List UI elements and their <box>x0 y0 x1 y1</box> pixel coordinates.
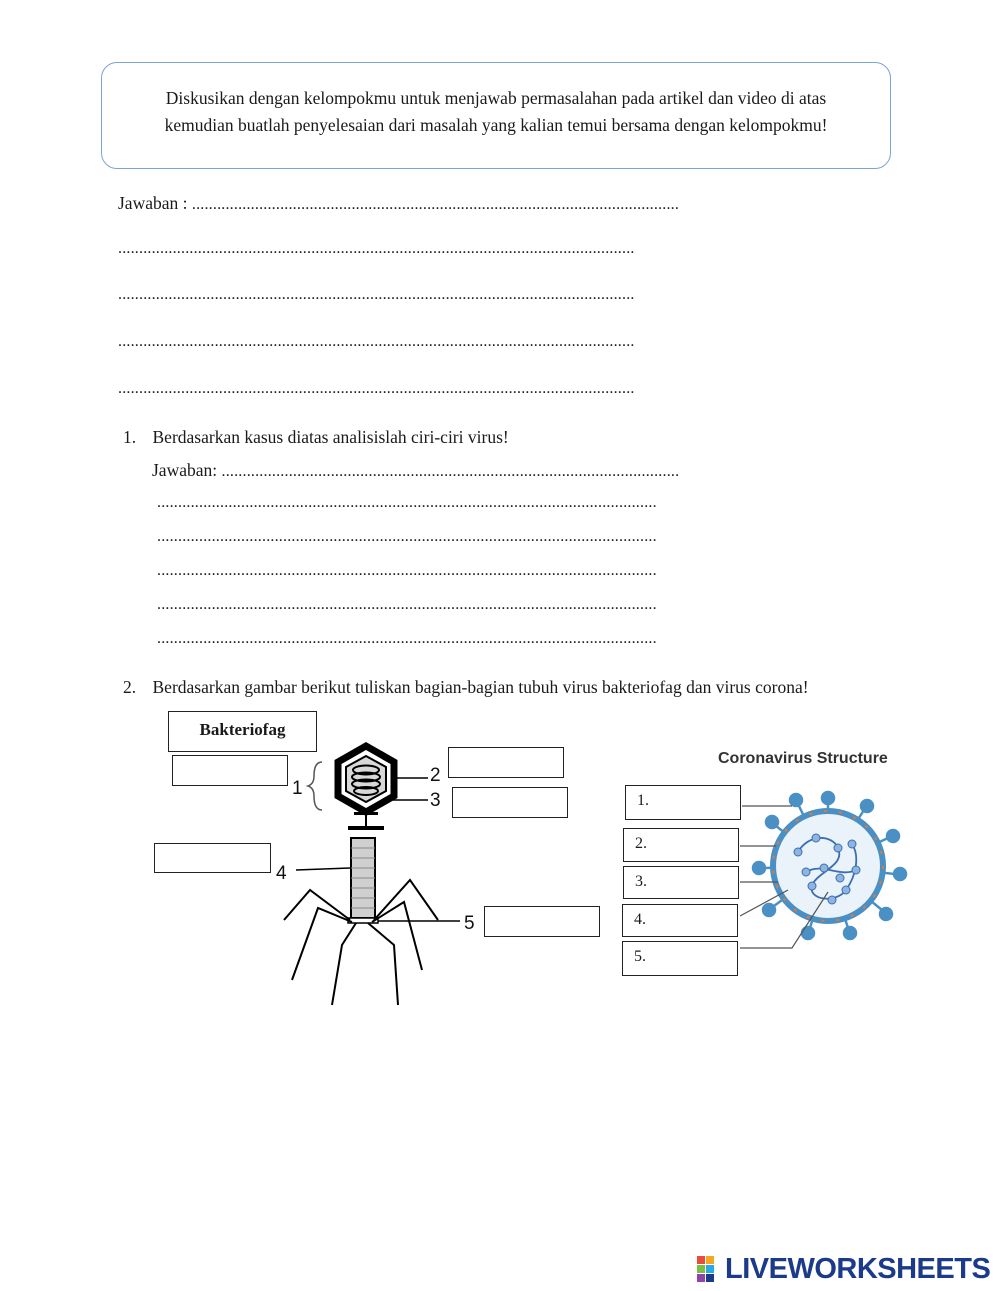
question-1-answer-fill[interactable]: ............................................................................................................. <box>221 463 680 480</box>
question-1-line[interactable]: ....................................................................................................................... <box>157 596 657 613</box>
phage-answer-box-2[interactable] <box>448 747 564 778</box>
question-2 <box>123 677 809 698</box>
answer-main-line[interactable]: ........................................................................................................................... <box>118 333 635 350</box>
corona-answer-box-4[interactable] <box>622 904 738 937</box>
liveworksheets-logo-icon <box>697 1256 723 1284</box>
phage-answer-box-5[interactable] <box>484 906 600 937</box>
coronavirus-title: Coronavirus Structure <box>718 750 888 767</box>
instruction-line-1: Diskusikan dengan kelompokmu untuk menjawab permasalahan pada artikel dan video di atas <box>165 88 827 108</box>
corona-answer-box-3[interactable] <box>623 866 739 899</box>
answer-main-fill[interactable]: .................................................................................................................... <box>191 196 680 213</box>
question-1-text: Berdasarkan kasus diatas analisislah ciri-ciri virus! <box>152 427 509 447</box>
question-1-line[interactable]: ....................................................................................................................... <box>157 562 657 579</box>
question-1-line[interactable]: ....................................................................................................................... <box>157 630 657 647</box>
bacteriophage-diagram <box>270 740 510 1015</box>
answer-main-row <box>118 193 679 214</box>
corona-answer-box-5-label: 5. <box>634 948 646 965</box>
corona-answer-box-4-label: 4. <box>634 911 646 928</box>
liveworksheets-logo <box>697 1253 990 1286</box>
answer-main-label: Jawaban : <box>118 193 192 213</box>
answer-main-line[interactable]: ........................................................................................................................... <box>118 380 635 397</box>
question-2-text: Berdasarkan gambar berikut tuliskan bagian-bagian tubuh virus bakteriofag dan virus corona! <box>152 677 809 697</box>
question-1-line[interactable]: ....................................................................................................................... <box>157 494 657 511</box>
question-1-answer-row <box>152 460 679 481</box>
corona-answer-box-1[interactable] <box>625 785 741 820</box>
instruction-box <box>101 62 891 169</box>
question-1 <box>123 427 509 448</box>
question-1-line[interactable]: ....................................................................................................................... <box>157 528 657 545</box>
corona-answer-box-2-label: 2. <box>635 835 647 852</box>
corona-answer-box-5[interactable] <box>622 941 738 976</box>
corona-answer-box-2[interactable] <box>623 828 739 862</box>
phage-answer-box-3[interactable] <box>452 787 568 818</box>
phage-answer-box-4[interactable] <box>154 843 271 873</box>
coronavirus-diagram <box>736 782 912 950</box>
corona-answer-box-3-label: 3. <box>635 873 647 890</box>
answer-main-line[interactable]: ........................................................................................................................... <box>118 240 635 257</box>
question-2-number: 2. <box>123 677 137 697</box>
phage-label-5: 5 <box>464 913 475 934</box>
phage-collar <box>348 826 384 830</box>
phage-label-4: 4 <box>276 863 287 884</box>
bacteriophage-title: Bakteriofag <box>199 720 286 739</box>
phage-label-3: 3 <box>430 790 441 811</box>
phage-label-1: 1 <box>292 778 303 799</box>
liveworksheets-logo-text: LIVEWORKSHEETS <box>725 1253 991 1285</box>
instruction-line-2: kemudian buatlah penyelesaian dari masalah yang kalian temui bersama dengan kelompokmu! <box>164 115 828 135</box>
phage-answer-box-1[interactable] <box>172 755 288 786</box>
corona-answer-box-1-label: 1. <box>637 792 649 809</box>
question-1-answer-label: Jawaban: <box>152 460 222 480</box>
answer-main-line[interactable]: ........................................................................................................................... <box>118 286 635 303</box>
question-1-number: 1. <box>123 427 137 447</box>
phage-label-2: 2 <box>430 765 441 786</box>
